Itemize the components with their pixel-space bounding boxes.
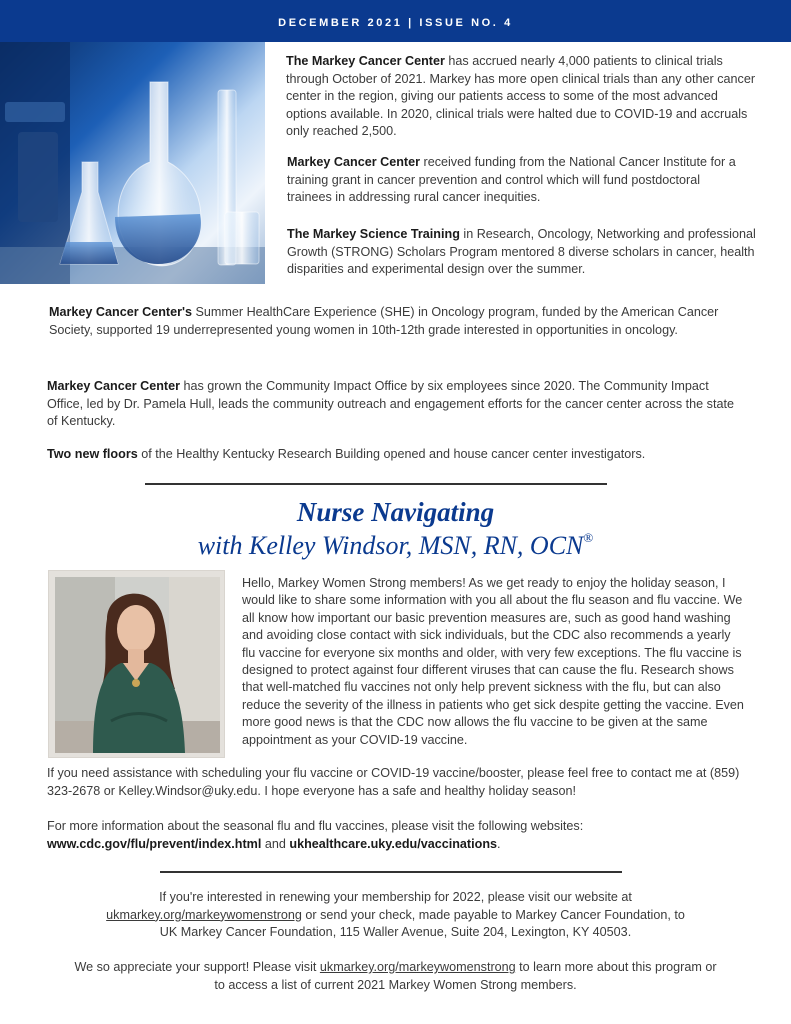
flu-info-intro: For more information about the seasonal flu and flu vaccines, please visit the following websites: xyxy=(47,819,584,833)
highlight-clinical-trials xyxy=(286,53,756,141)
thanks-paragraph xyxy=(40,959,751,994)
highlight-text: has accrued nearly 4,000 patients to clinical trials through October of 2021. Markey has more open clinical trials than any other cancer center in the region, giving our patients access to some of the most advanced options available. In 2020, clinical trials were halted due to COVID-19 and accruals only reached 2,500. xyxy=(286,54,756,139)
flu-info-paragraph xyxy=(47,818,747,853)
section-title: Nurse Navigating xyxy=(296,497,495,527)
highlight-lead: Markey Cancer Center xyxy=(47,379,180,393)
section-divider xyxy=(145,483,607,485)
highlight-lead: Markey Cancer Center's xyxy=(49,305,192,319)
highlight-text: in Research, Oncology, Networking and professional Growth (STRONG) Scholars Program mentored 8 diverse scholars in cancer, health disparities and experimental design over the summer. xyxy=(287,227,756,277)
renewal-address: UK Markey Cancer Foundation, 115 Waller Avenue, Suite 204, Lexington, KY 40503. xyxy=(159,925,632,940)
renewal-line-2: or send your check, made payable to Markey Cancer Foundation, to xyxy=(301,907,685,922)
nurse-contact-paragraph: If you need assistance with scheduling your flu vaccine or COVID-19 vaccine/booster, please feel free to contact me at (859) 323-2678 or Kelley.Windsor@uky.edu. I hope everyone has a safe and healthy holiday season! xyxy=(47,766,740,798)
highlight-text: of the Healthy Kentucky Research Building opened and house cancer center investigators. xyxy=(137,447,646,461)
renewal-paragraph xyxy=(40,889,751,942)
thanks-line-1: We so appreciate your support! Please visit xyxy=(74,960,320,974)
section-subtitle xyxy=(0,530,791,561)
highlight-community-impact xyxy=(47,378,737,431)
thanks-line-3: to access a list of current 2021 Markey Women Strong members. xyxy=(214,977,577,992)
flu-info-period: . xyxy=(497,836,501,851)
highlight-lead: The Markey Cancer Center xyxy=(286,54,445,68)
highlight-strong-program xyxy=(287,226,757,279)
highlight-lead: The Markey Science Training xyxy=(287,227,460,241)
thanks-website-link[interactable]: ukmarkey.org/markeywomenstrong xyxy=(319,960,516,974)
highlight-lead: Two new floors xyxy=(47,447,138,461)
lab-glassware-photo xyxy=(0,42,265,284)
cdc-link[interactable]: www.cdc.gov/flu/prevent/index.html xyxy=(47,836,262,851)
flu-info-and: and xyxy=(261,836,290,851)
registered-mark: ® xyxy=(583,530,594,545)
issue-banner xyxy=(0,0,791,42)
highlight-text: Summer HealthCare Experience (SHE) in Oncology program, funded by the American Cancer Society, supported 19 underrepresented young women in 10th-12th grade interested in opportunities in oncology. xyxy=(49,305,719,337)
ukhealthcare-link[interactable]: ukhealthcare.uky.edu/vaccinations xyxy=(289,836,498,851)
portrait-photo xyxy=(48,570,225,758)
highlight-lead: Markey Cancer Center xyxy=(287,155,420,169)
renewal-website-link[interactable]: ukmarkey.org/markeywomenstrong xyxy=(106,907,302,922)
renewal-line-1: If you're interested in renewing your membership for 2022, please visit our website at xyxy=(159,890,632,904)
issue-banner-text: DECEMBER 2021 | ISSUE NO. 4 xyxy=(278,17,513,29)
subtitle-text: with Kelley Windsor, MSN, RN, OCN xyxy=(197,531,584,560)
highlight-text: has grown the Community Impact Office by six employees since 2020. The Community Impact Office, led by Dr. Pamela Hull, leads the community outreach and engagement efforts for the cancer center across the state of Kentucky. xyxy=(47,379,734,429)
highlight-nci-funding xyxy=(287,154,747,207)
highlight-text: received funding from the National Cancer Institute for a training grant in cancer prevention and control which will fund postdoctoral trainees in addressing rural cancer inequities. xyxy=(287,155,736,205)
highlight-new-floors xyxy=(47,446,747,464)
footer-divider xyxy=(160,871,622,873)
thanks-line-2: to learn more about this program or xyxy=(515,960,717,974)
highlight-she-program xyxy=(49,304,729,339)
nurse-article-body: Hello, Markey Women Strong members! As we get ready to enjoy the holiday season, I would like to share some information with you all about the flu season and flu vaccine. We all know how important our basic prevention measures are, such as good hand washing and avoiding close contact with sick individuals, but the CDC also recommends a yearly flu vaccine for everyone six months and older, with very few exceptions. The flu vaccine is designed to protect against four different viruses that can cause the flu. Research shows that well-matched flu vaccines not only help prevent sickness with the flu, but can also reduce the severity of the illness in patients who get sick despite getting the vaccine. Even more good news is that the CDC now allows the flu vaccine to be given at the same appointment as your COVID-19 vaccine. xyxy=(242,576,744,747)
